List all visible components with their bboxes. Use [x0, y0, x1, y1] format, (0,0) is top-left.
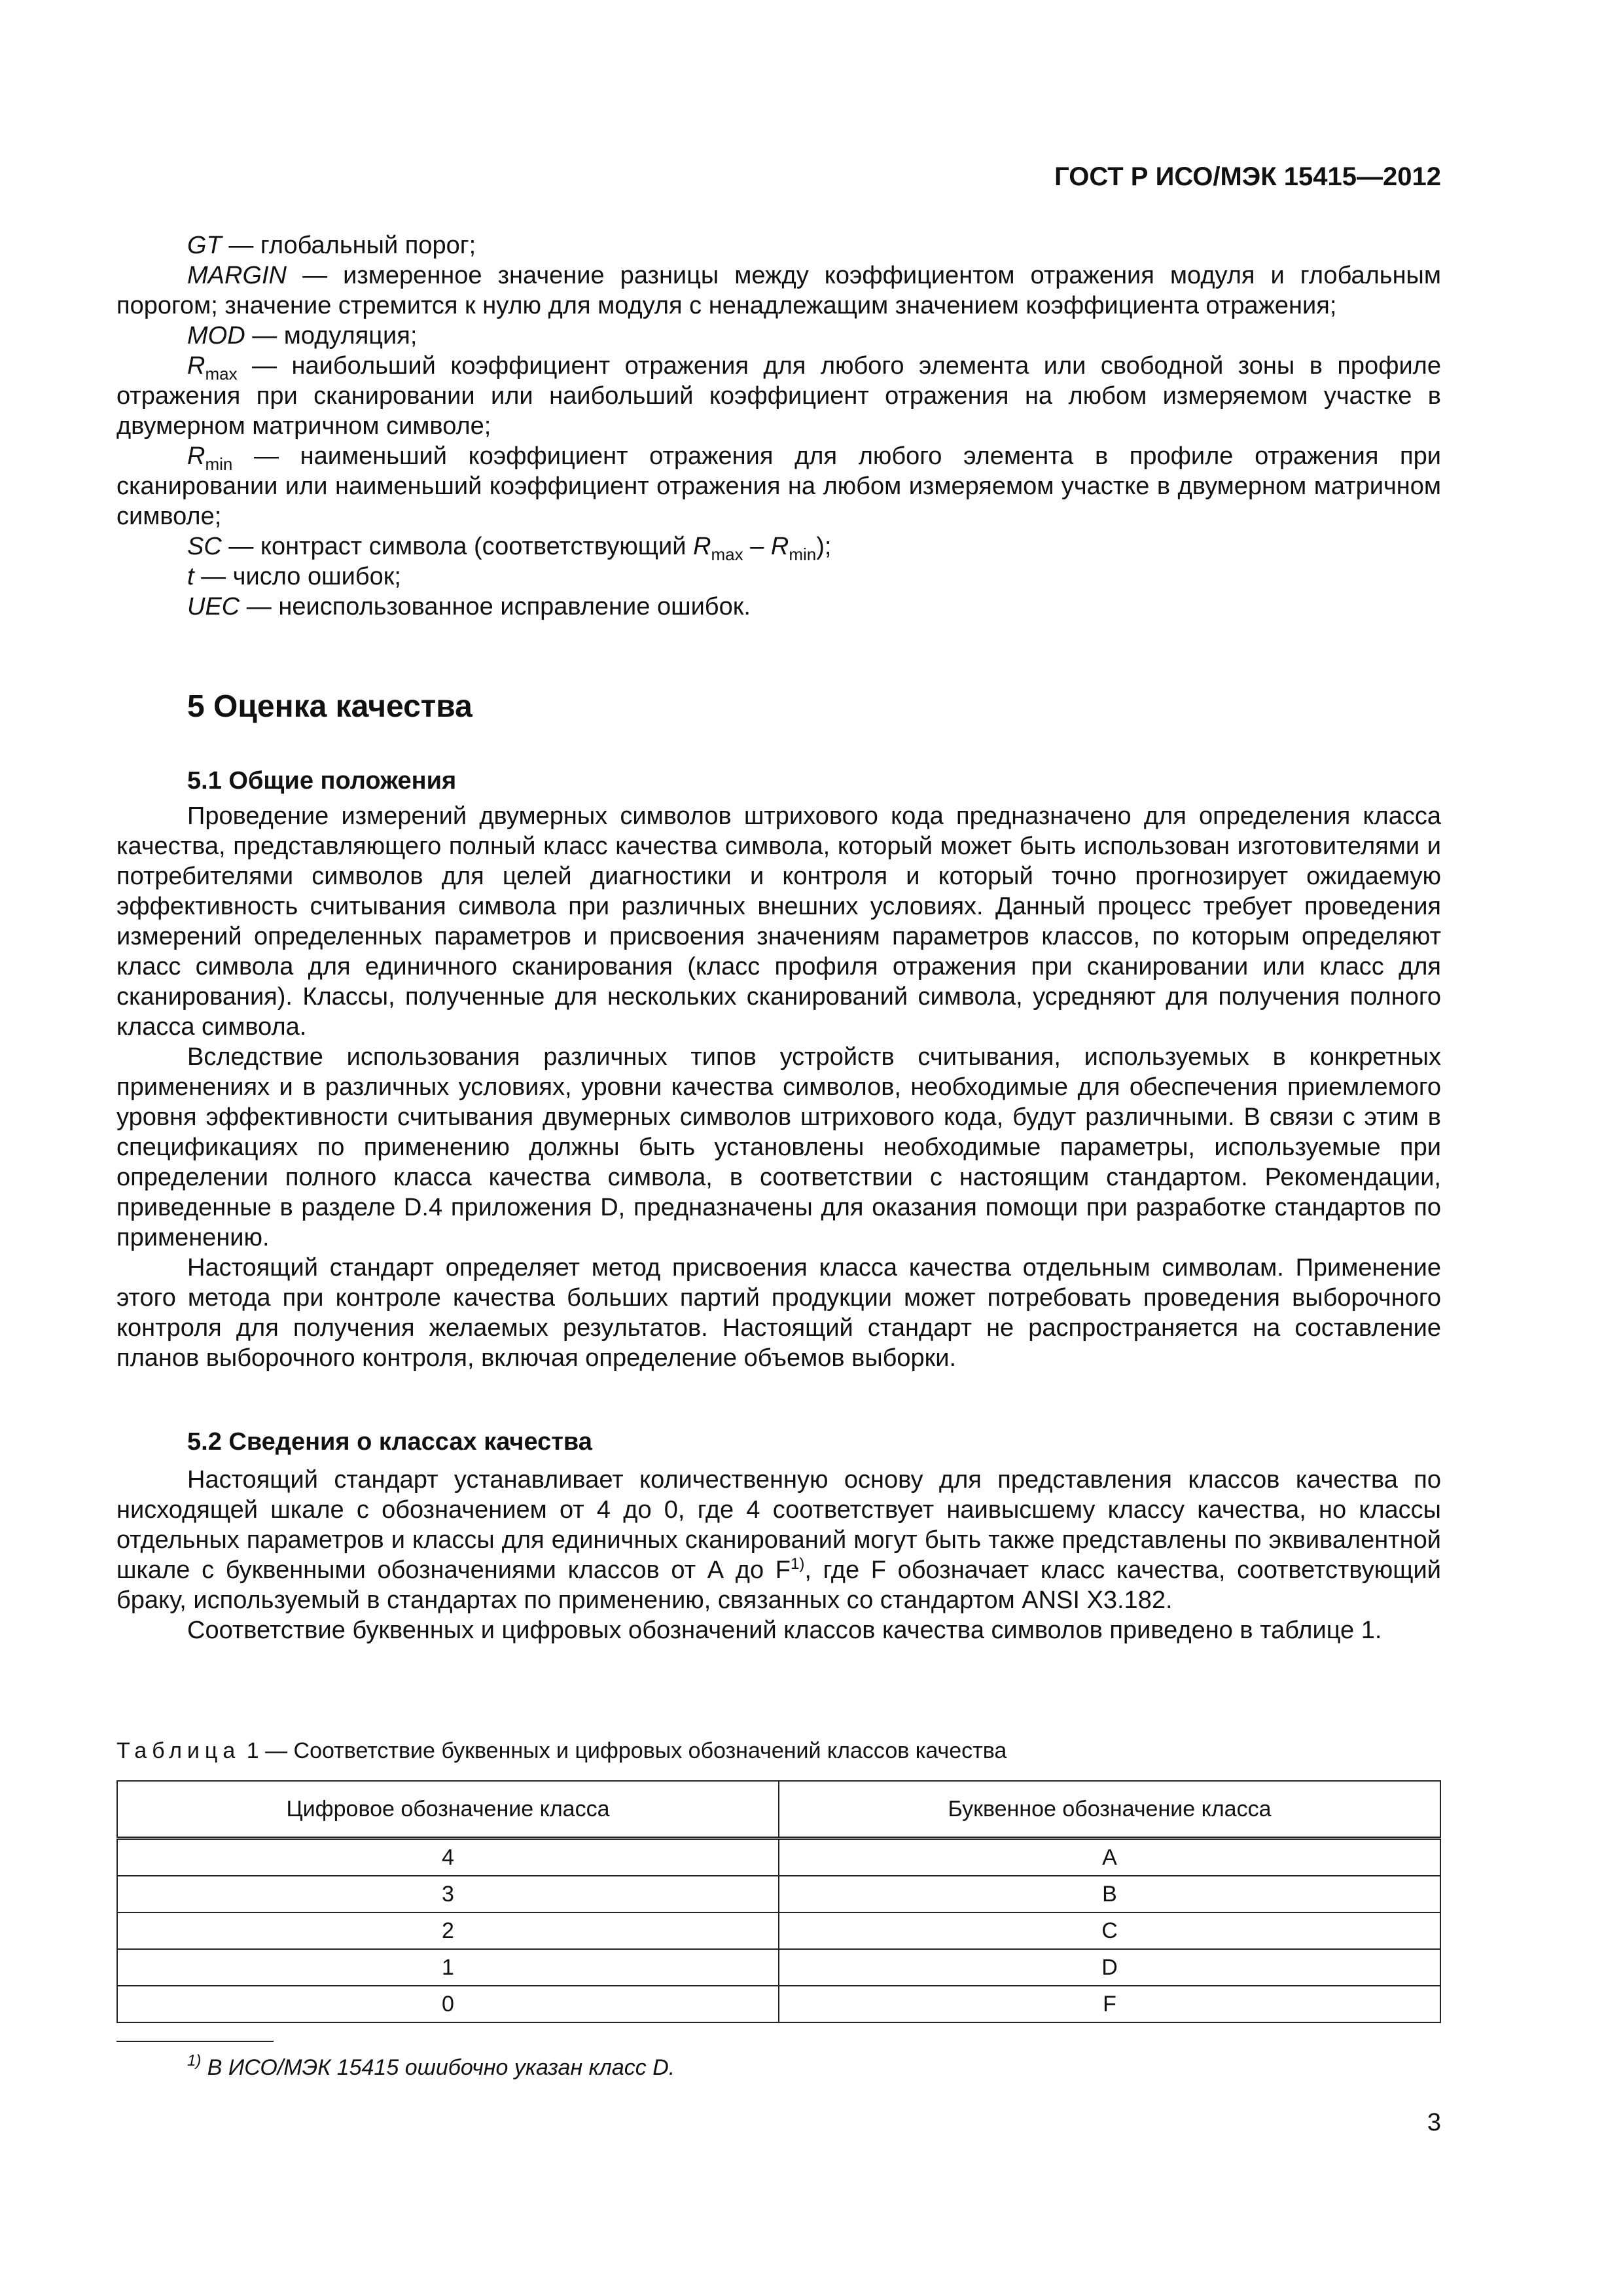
section-5-2 [116, 1427, 1441, 1645]
table-caption: Таблица 1 — Соответствие буквенных и цифровых обозначений классов качества [116, 1738, 1007, 1763]
footnote: $^{1)}$ В ИСО/МЭК 15415 ошибочно указан класс D. [187, 2052, 675, 2080]
table-row: 0 F [117, 1986, 1440, 2022]
table-header-numeric: Цифровое обозначение класса [117, 1781, 779, 1839]
definition-t: t — число ошибок; [187, 563, 401, 590]
definition-gt: GT — глобальный порог; [187, 232, 476, 259]
paragraph: Настоящий стандарт определяет метод присвоения класса качества отдельным символам. Применение этого метода при контроле качества больших партий продукции может потребовать проведения выборочного контроля для получения желаемых результатов. Настоящий стандарт не распространяется на составление планов выборочного контроля, включая определение объемов выборки. [116, 1254, 1441, 1372]
definition-uec: UEC — неиспользованное исправление ошибок. [187, 593, 751, 620]
definition-mod: MOD — модуляция; [187, 322, 418, 350]
definition-rmax: $R_{max}$ — наибольший коэффициент отражения для любого элемента или свободной зоны в профиле отражения при сканировании или наибольший коэффициент отражения на любом измеряемом участке в двумерном матричном символе; [116, 352, 1441, 440]
definition-rmin: $R_{min}$ — наименьший коэффициент отражения для любого элемента в профиле отражения при сканировании или наименьший коэффициент отражения на любом измеряемом участке в двумерном матричном символе; [116, 442, 1441, 530]
section-5-1-title: 5.1 Общие положения [187, 767, 457, 795]
table-row: 1 D [117, 1949, 1440, 1986]
paragraph: Проведение измерений двумерных символов штрихового кода предназначено для определения класса качества, представляющего полный класс качества символа, который может быть использован изготовителями и потребителями символов для целей диагностики и контроля и который точно прогнозирует ожидаемую эффективность считывания символа при различных внешних условиях. Данный процесс требует проведения измерений определенных параметров и присвоения значениям параметров классов, по которым определяют класс символа для единичного сканирования (класс профиля отражения при сканировании или класс для сканирования). Классы, полученные для нескольких сканирований символа, усредняют для получения полного класса символа. [116, 802, 1441, 1041]
definition-margin: MARGIN — измеренное значение разницы между коэффициентом отражения модуля и глобальным порогом; значение стремится к нулю для модуля с ненадлежащим значением коэффициента отражения; [116, 262, 1441, 319]
document-header: ГОСТ Р ИСО/МЭК 15415—2012 [1054, 162, 1441, 191]
section-5-2-title: 5.2 Сведения о классах качества [187, 1428, 592, 1456]
paragraph: Настоящий стандарт устанавливает количественную основу для представления классов качества по нисходящей шкале с обозначением от 4 до 0, где 4 соответствует наивысшему классу качества, но классы отдельных параметров и классы для единичных сканирований могут быть также представлены по эквивалентной шкале с буквенными обозначениями классов от А до $F^{1)}$, где F обозначает класс качества, соответствующий браку, используемый в стандартах по применению, связанных со стандартом ANSI X3.182. [116, 1466, 1441, 1614]
section-5-1 [116, 766, 1441, 1373]
section-5-title: 5 Оценка качества [187, 689, 473, 724]
paragraph: Вследствие использования различных типов устройств считывания, используемых в конкретных применениях и в различных условиях, уровни качества символов, необходимые для обеспечения приемлемого уровня эффективности считывания двумерных символов штрихового кода, будут различными. В связи с этим в спецификациях по применению должны быть установлены необходимые параметры, используемые при определении полного класса качества символа, в соответствии с настоящим стандартом. Рекомендации, приведенные в разделе D.4 приложения D, предназначены для оказания помощи при разработке стандартов по применению. [116, 1043, 1441, 1251]
table-header-letter: Буквенное обозначение класса [779, 1781, 1440, 1839]
class-table [116, 1780, 1441, 2023]
definition-sc: SC — контраст символа (соответствующий $R_{max} - R_{min}$); [187, 533, 832, 564]
table-row: 2 C [117, 1912, 1440, 1949]
definitions-list [116, 230, 1441, 622]
footnote-ref: 1) [791, 1555, 805, 1573]
page-number: 3 [1427, 2109, 1441, 2136]
footnote-separator [116, 2041, 274, 2042]
document-page [116, 0, 1441, 2296]
paragraph: Соответствие буквенных и цифровых обозначений классов качества символов приведено в таблице 1. [187, 1617, 1382, 1644]
table-row: 4 A [117, 1839, 1440, 1876]
table-row: 3 B [117, 1876, 1440, 1912]
